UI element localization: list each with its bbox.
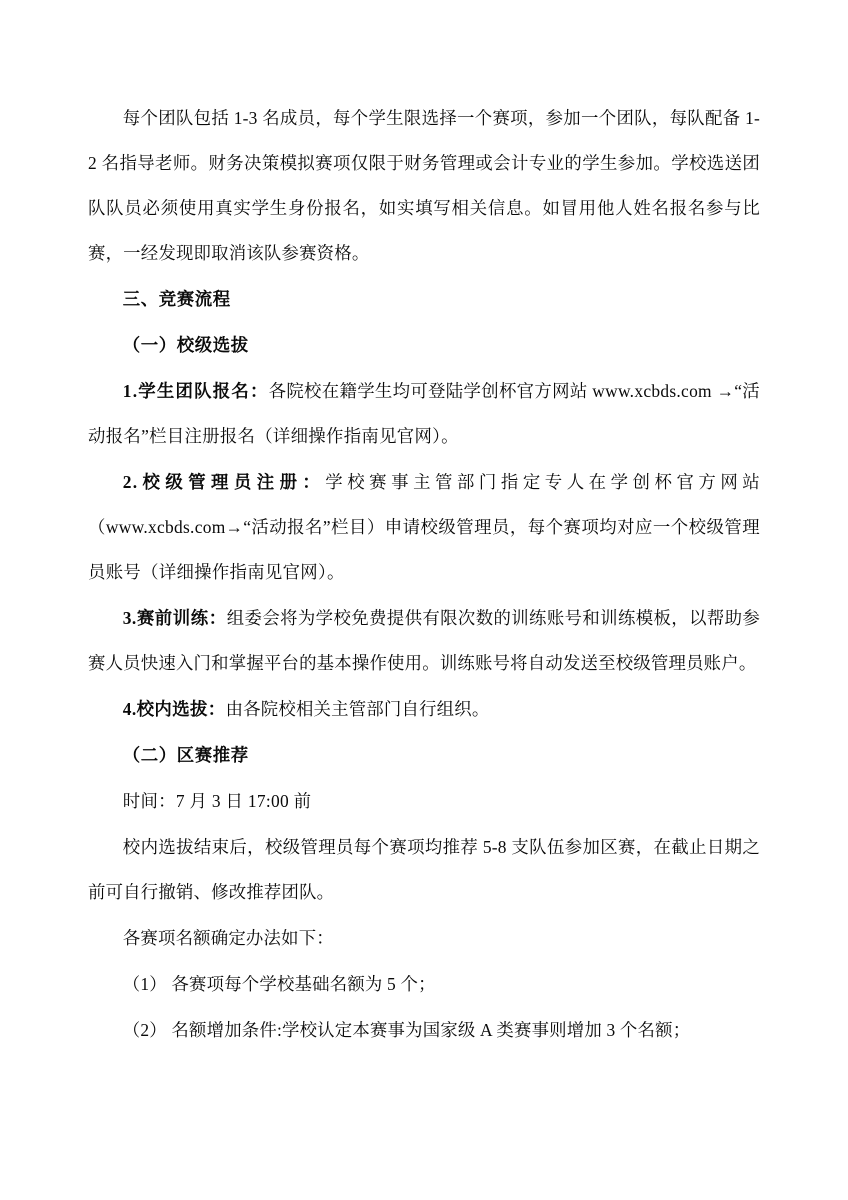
paragraph-item-4	[88, 687, 760, 732]
paragraph-item-1-text: 各院校在籍学生均可登陆学创杯官方网站 www.xcbds.com →“活动报名”栏目注册报名（详细操作指南见官网）。	[88, 381, 760, 446]
paragraph-item-3	[88, 596, 760, 686]
paragraph-quota-2: （2） 名额增加条件:学校认定本赛事为国家级 A 类赛事则增加 3 个名额；	[122, 1020, 691, 1040]
paragraph-item-4-text: 由各院校相关主管部门自行组织。	[225, 699, 490, 719]
heading-district-recommend: （二）区赛推荐	[122, 745, 249, 765]
paragraph-item-4-label: 4.校内选拔：	[122, 699, 226, 719]
heading-section-three: 三、竞赛流程	[122, 289, 231, 309]
heading-school-selection: （一）校级选拔	[122, 335, 249, 355]
paragraph-recommend-rule: 校内选拔结束后，校级管理员每个赛项均推荐 5-8 支队伍参加区赛，在截止日期之前可自行撤销、修改推荐团队。	[88, 837, 760, 902]
paragraph-item-2	[88, 460, 760, 595]
paragraph-deadline: 时间：7 月 3 日 17:00 前	[122, 791, 312, 811]
paragraph-item-2-label: 2.校级管理员注册：	[122, 472, 326, 492]
paragraph-quota-1: （1） 各赛项每个学校基础名额为 5 个；	[122, 974, 436, 994]
paragraph-item-2-text: 学校赛事主管部门指定专人在学创杯官方网站（www.xcbds.com→“活动报名”栏目）申请校级管理员，每个赛项均对应一个校级管理员账号（详细操作指南见官网）。	[88, 472, 760, 582]
paragraph-quota-intro: 各赛项名额确定办法如下：	[122, 928, 334, 948]
paragraph-item-1	[88, 369, 760, 459]
paragraph-item-3-text: 组委会将为学校免费提供有限次数的训练账号和训练模板，以帮助参赛人员快速入门和掌握平台的基本操作使用。训练账号将自动发送至校级管理员账户。	[88, 608, 761, 673]
paragraph-item-3-label: 3.赛前训练：	[122, 608, 227, 628]
paragraph-team-composition: 每个团队包括 1-3 名成员，每个学生限选择一个赛项，参加一个团队，每队配备 1-2 名指导老师。财务决策模拟赛项仅限于财务管理或会计专业的学生参加。学校选送团队队员必须使用真实学生身份报名，如实填写相关信息。如冒用他人姓名报名参与比赛，一经发现即取消该队参赛资格。	[88, 108, 760, 263]
document-body	[88, 96, 760, 1054]
paragraph-item-1-label: 1.学生团队报名：	[122, 381, 269, 401]
